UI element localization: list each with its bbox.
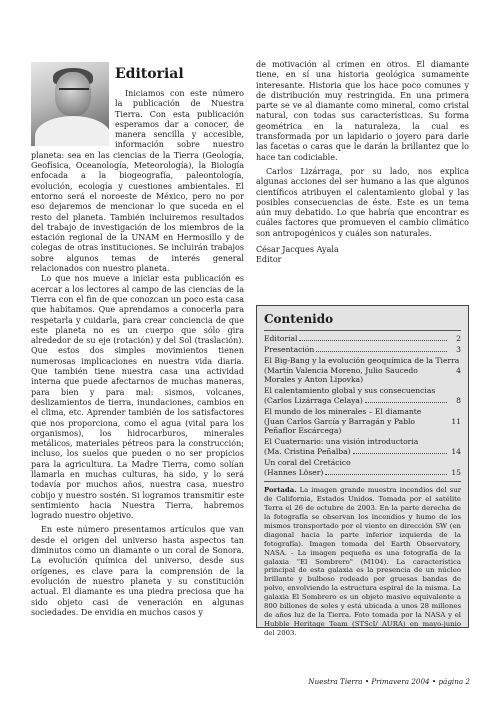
contents-item-authors: (Carlos Lizárraga Celaya) bbox=[264, 396, 363, 406]
left-column bbox=[31, 60, 244, 618]
contents-leader-dots bbox=[353, 453, 447, 454]
contents-item-title: El Cuaternario: una visión introductoria bbox=[264, 437, 419, 447]
contents-item-page: 14 bbox=[451, 447, 461, 457]
right-column bbox=[256, 60, 469, 266]
contents-item-authors: (Ma. Cristina Peñalba) bbox=[264, 447, 351, 457]
contents-item bbox=[264, 386, 461, 405]
editorial-paragraph-1: Iniciamos con este número la publicación de Nuestra Tierra. Con esta publicación esperamos dar a conocer, de manera sencilla y accesible, información sobre nuestro planeta: sea en las ciencias de la Tierra (Geología, Geofísica, Oceanología, Meteorología), la Biología enfocada a la biogeografía, paleontología, evolución, ecología y cuestiones ambientales. El entorno será el noroeste de México, pero no por eso dejaremos de mencionar lo que suceda en el resto del planeta. También incluiremos resultados del trabajo de investigación de los miembros de la estación regional de la UNAM en Hermosillo y de colegas de otras instituciones. Se incluirán trabajos sobre algunos temas de interés general relacionados con nuestro planeta. bbox=[31, 89, 244, 274]
editor-photo bbox=[31, 62, 109, 146]
contents-item-page: 2 bbox=[456, 334, 461, 343]
contents-item-page: 15 bbox=[451, 467, 461, 477]
contents-item bbox=[264, 334, 461, 344]
contents-box bbox=[256, 305, 469, 637]
editorial-title: Editorial bbox=[115, 66, 184, 82]
contents-divider bbox=[264, 330, 461, 331]
contents-item-title: Presentación bbox=[264, 345, 315, 355]
contents-item bbox=[264, 356, 461, 385]
contents-leader-dots bbox=[325, 474, 447, 475]
contents-item-title: El calentamiento global y sus consecuencias bbox=[264, 386, 436, 396]
contents-item bbox=[264, 437, 461, 456]
contents-leader-dots bbox=[299, 340, 447, 341]
cover-text: La imagen grande muestra incendios del sur de California, Estados Unidos. Tomada por el satélite Terra el 26 de octubre de 2003. En la parte derecha de la fotografía se observan los incendios y humo de los mismos transportado por el viento en dirección SW (en diagonal hacia la parte inferior izquierda de la fotografía). Imagen tomada del Earth Observatory, NASA. - La imagen pequeña es una fotografía de la galaxia "El Sombrero" (M104). La característica principal de esta galaxia es la presencia de un núcleo brillante y bulboso rodeado por gruesas bandas de polvo, envolviendo la estructura espiral de la misma. La galaxia El Sombrero es un objeto masivo equivalente a 800 billones de soles y está ubicada a unos 28 millones de años luz de la Tierra. Foto tomada por la NASA y el Hubble Heritage Team (STScI/ AURA) en mayo-junio del 2003. bbox=[264, 486, 461, 637]
signature-name: César Jacques Ayala bbox=[256, 245, 339, 255]
contents-item-page: 11 bbox=[451, 416, 461, 426]
contents-item-page: 3 bbox=[456, 345, 461, 355]
editorial-paragraph-4: de motivación al crimen en otros. El diamante tiene, en sí una historia geológica sumamente interesante. Historia que los hace poco comunes y de distribución muy restringida. En una primera parte se ve al diamante como mineral, como cristal natural, con todas sus características. Su forma geométrica en la naturaleza, la cual es transformada por un lapidario o joyero para darle las facetas o caras que le darán la brillantez que lo hace tan codiciable. bbox=[256, 60, 469, 162]
contents-item-title: El Big-Bang y la evolución geoquímica de la Tierra bbox=[264, 356, 460, 366]
contents-list bbox=[264, 334, 461, 477]
contents-item bbox=[264, 458, 461, 477]
cover-caption bbox=[264, 486, 461, 637]
contents-leader-dots bbox=[316, 351, 447, 352]
contents-item-page: 4 bbox=[456, 365, 461, 375]
cover-label: Portada. bbox=[264, 486, 297, 495]
contents-leader-dots bbox=[365, 402, 447, 403]
editorial-paragraph-5: Carlos Lizárraga, por su lado, nos explica algunas acciones del ser humano a las que algunos científicos atribuyen el calentamiento global y las posibles consecuencias de éste. Este es un tema aún muy debatido. Lo que habría que encontrar es cuáles factores que promueven el cambio climático son antropogénicos y cuáles son naturales. bbox=[256, 166, 469, 238]
contents-item-title: El mundo de los minerales – El diamante bbox=[264, 407, 422, 417]
editorial-paragraph-2: Lo que nos mueve a iniciar esta publicación es acercar a los lectores al campo de las ciencias de la Tierra con el fin de que conozcan un poco esta casa que habitamos. Que aprendamos a conocerla para respetarla y cuidarla, para crear conciencia de que este planeta no es un cuerpo que sólo gira alrededor de su eje (rotación) y del Sol (traslación). Que estos dos simples movimientos tienen numerosas implicaciones en nuestra vida diaria. Que también tiene nuestra casa una actividad interna que puede afectarnos de muchas maneras, para bien y para mal: sismos, volcanes, deslizamientos de tierra, inundaciones, cambios en el clima, etc. Aprender también de los satisfactores que nos proporciona, como el agua (vital para los organismos), los hidrocarburos, minerales metálicos, materiales pétreos para la construcción; incluso, los suelos que pueden o no ser propicios para la agricultura. La Madre Tierra, como solían llamarla en muchas culturas, ha sido, y lo será todavía por muchos años, nuestra casa, nuestro cobijo y nuestro sostén. Si logramos transmitir este sentimiento hacia Nuestra Tierra, habremos logrado nuestro objetivo. bbox=[31, 274, 244, 521]
contents-title: Contenido bbox=[264, 312, 334, 326]
cover-divider bbox=[264, 481, 461, 482]
contents-item bbox=[264, 345, 461, 355]
signature-role: Editor bbox=[256, 255, 282, 265]
contents-item-authors: (Juan Carlos García y Barragán y Pablo Peñaflor Escárcega) bbox=[264, 416, 416, 436]
editorial-paragraph-3: En este número presentamos artículos que van desde el origen del universo hasta aspectos tan diminutos como un diamante o un coral de Sonora. La evolución química del universo, desde sus orígenes, es clave para la comprensión de la evolución de nuestro planeta y su constitución actual. El diamante es una piedra preciosa que ha sido objeto casi de veneración en algunas sociedades. De envidia en muchos casos y bbox=[31, 525, 244, 617]
contents-item-authors: (Hannes Löser) bbox=[264, 467, 324, 477]
contents-item-title: Editorial bbox=[264, 334, 298, 343]
contents-item-page: 8 bbox=[456, 396, 461, 406]
page-footer: Nuestra Tierra • Primavera 2004 • página 2 bbox=[308, 677, 470, 686]
contents-item bbox=[264, 407, 461, 436]
contents-item-title: Un coral del Cretácico bbox=[264, 458, 351, 468]
contents-item-authors: (Martín Valencia Moreno, Julio Saucedo Morales y Anton Lipovka) bbox=[264, 365, 418, 385]
